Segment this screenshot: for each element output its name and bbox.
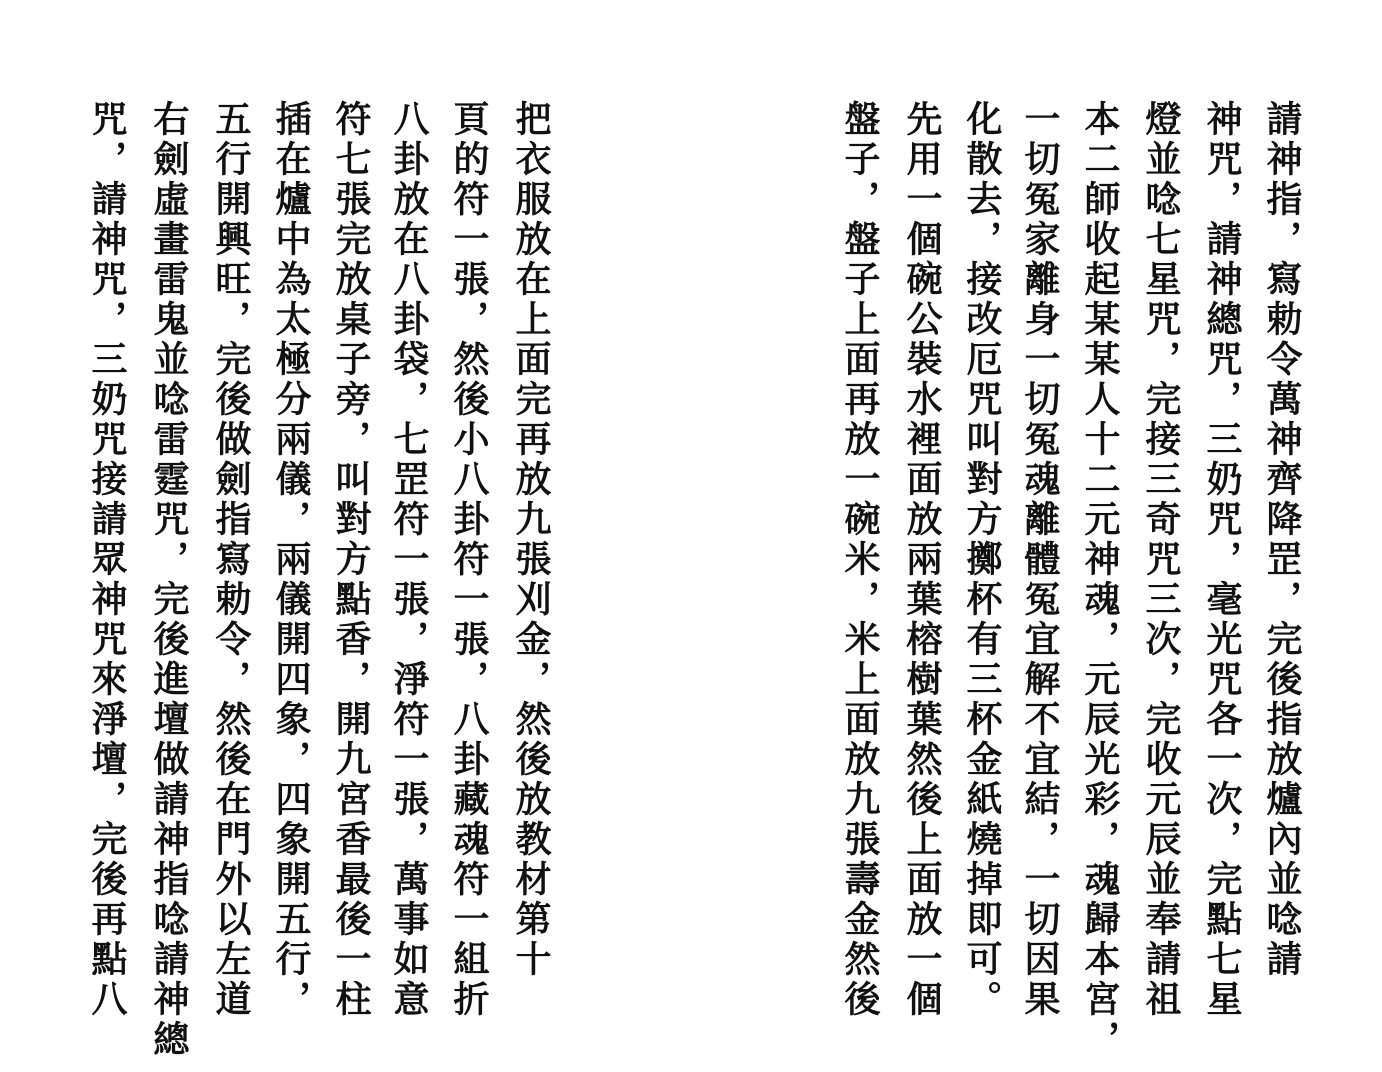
- right-column-1: 請神指，寫勅令萬神齊降罡，完後指放爐內並唸請: [1261, 100, 1302, 980]
- left-column-6: 五行開興旺，完後做劍指寫勅令，然後在門外以左道: [210, 100, 251, 1020]
- left-column-2: 頁的符一張，然後小八卦符一張，八卦藏魂符一組折: [448, 100, 489, 1020]
- right-page: [691, 0, 1382, 1072]
- left-column-7: 右劍虛畫雷鬼並唸雷霆咒，完後進壇做請神指唸請神總: [148, 100, 189, 1060]
- right-column-8: 盤子，盤子上面再放一碗米，米上面放九張壽金然後: [839, 100, 880, 1020]
- left-column-3: 八卦放在八卦袋，七罡符一張，淨符一張，萬事如意: [388, 100, 429, 1020]
- right-column-6: 化散去，接改厄咒叫對方擲杯有三杯金紙燒掉即可。: [961, 100, 1002, 1020]
- right-column-3: 燈並唸七星咒，完接三奇咒三次，完收元辰並奉請祖: [1140, 100, 1181, 1020]
- left-column-8: 咒，請神咒，三奶咒接請眾神咒來淨壇，完後再點八: [86, 100, 127, 1020]
- right-column-2: 神咒，請神總咒，三奶咒，毫光咒各一次，完點七星: [1201, 100, 1242, 1020]
- left-column-1: 把衣服放在上面完再放九張刈金，然後放教材第十: [510, 100, 551, 980]
- right-column-7: 先用一個碗公裝水裡面放兩葉榕樹葉然後上面放一個: [901, 100, 942, 1020]
- right-column-5: 一切冤家離身一切冤魂離體冤宜解不宜結，一切因果: [1019, 100, 1060, 1020]
- right-column-4: 本二師收起某某人十二元神魂，元辰光彩，魂歸本宮，: [1079, 100, 1120, 1060]
- left-column-4: 符七張完放桌子旁，叫對方點香，開九宮香最後一柱: [330, 100, 371, 1020]
- left-column-5: 插在爐中為太極分兩儀，兩儀開四象，四象開五行，: [270, 100, 311, 1020]
